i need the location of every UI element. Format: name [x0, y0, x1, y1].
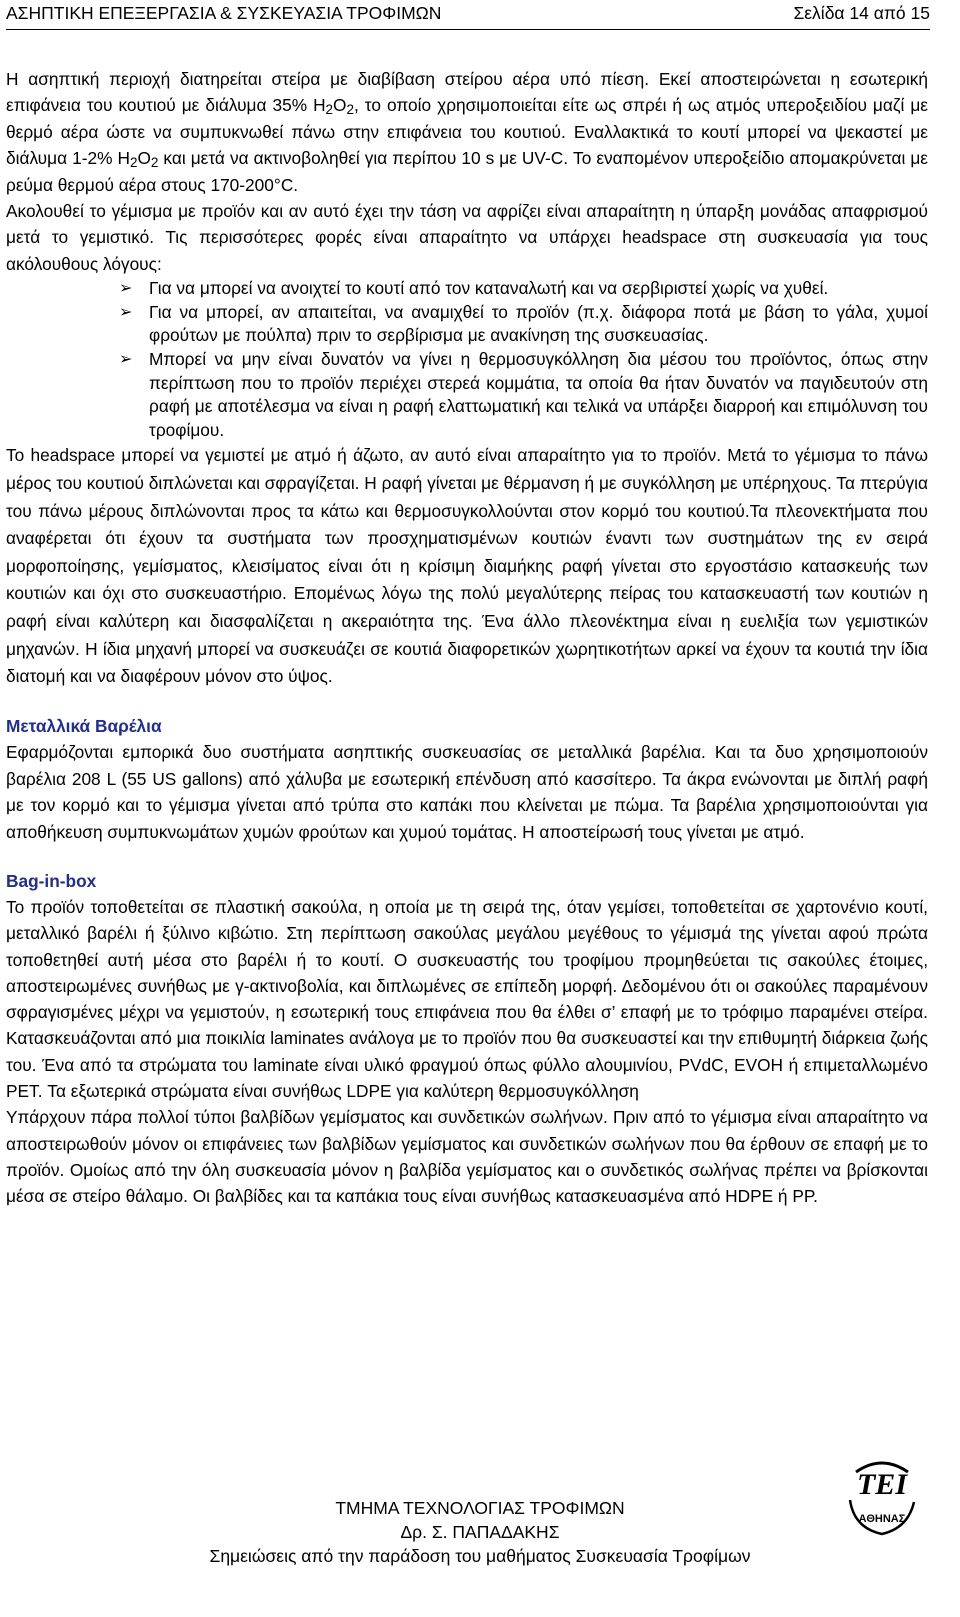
header-divider — [6, 29, 930, 30]
logo-city: ΑΘΗΝΑΣ — [858, 1513, 906, 1525]
footer-department: ΤΜΗΜΑ ΤΕΧΝΟΛΟΓΙΑΣ ΤΡΟΦΙΜΩΝ — [335, 1498, 625, 1518]
arrow-bullet-icon: ➢ — [119, 351, 133, 369]
paragraph-valves: Υπάρχουν πάρα πολλοί τύποι βαλβίδων γεμίσματος και συνδετικών σωλήνων. Πριν από το γέμισμα είναι απαραίτητο να αποστειρωθούν μόνον οι επιφάνειες των βαλβίδων γεμίσματος και συνδετικών σωλήνων που θα έρθουν σε επαφή με το προϊόν. Ομοίως από την όλη συσκευασία μόνον η βαλβίδα γεμίσματος και ο συνδετικός σωλήνας πρέπει να βρίσκονται μέσα σε στείρο θάλαμο. Οι βαλβίδες και τα καπάκια τους είναι συνήθως κατασκευασμένα από HDPE ή PP. — [6, 1107, 928, 1207]
section-heading-bag-in-box: Bag-in-box — [6, 870, 97, 891]
logo-letters: ΤΕΙ — [856, 1468, 908, 1501]
tei-logo — [842, 1450, 922, 1540]
paragraph-metal-barrels: Εφαρμόζονται εμπορικά δυο συστήματα ασηπτικής συσκευασίας σε μεταλλικά βαρέλια. Και τα δυο χρησιμοποιούν βαρέλια 208 L (55 US gallons) από χάλυβα με εσωτερική επένδυση από κασσίτερο. Τα άκρα ενώνονται με διπλή ραφή με τον κορμό και το γέμισμα γίνεται από τρύπα στο καπάκι που κλείνεται με πώμα. Τα βαρέλια χρησιμοποιούνται για αποθήκευση συμπυκνωμάτων χυμών φρούτων και χυμού τομάτας. Η αποστείρωσή τους γίνεται με ατμό. — [6, 742, 928, 842]
list-item: ➢ Μπορεί να μην είναι δυνατόν να γίνει η θερμοσυγκόλληση δια μέσου του προϊόντος, όπως στην περίπτωση που το προϊόν περιέχει στερεά κομμάτια, τα οποία θα ήταν δυνατόν να παγιδευτούν στη ραφή με αποτέλεσμα να είναι η ραφή ελαττωματική και τελικά να υπάρξει διαρροή και επιμόλυνση του τροφίμου. — [119, 349, 928, 440]
footer-author: Δρ. Σ. ΠΑΠΑΔΑΚΗΣ — [400, 1522, 560, 1542]
paragraph-bag-in-box: Το προϊόν τοποθετείται σε πλαστική σακούλα, η οποία με τη σειρά της, όταν γεμίσει, τοποθετείται σε χαρτονένιο κουτί, μεταλλικό βαρέλι ή ξύλινο κιβώτιο. Στη περίπτωση σακούλας μεγάλου μεγέθους το γέμισμά της γίνεται αφού πρώτα τοποθετηθεί αυτή μέσα στο βαρέλι ή το κουτί. Ο συσκευαστής του τροφίμου προμηθεύεται τις σακούλες έτοιμες, αποστειρωμένες συνήθως με γ-ακτινοβολία, και διπλωμένες σε επίπεδη μορφή. Δεδομένου ότι οι σακούλες παραμένουν σφραγισμένες μέχρι να γεμιστούν, η εσωτερική τους επιφάνεια που θα έλθει σ’ επαφή με το τρόφιμο παραμένει στείρα. Κατασκευάζονται από μια ποικιλία laminates ανάλογα με το προϊόν που θα συσκευαστεί και την επιθυμητή διάρκεια ζωής του. Ένα από τα στρώματα του laminate είναι υλικό φραγμού όπως φύλλο αλουμινίου, PVdC, EVOH ή επιμεταλλωμένο PET. Τα εξωτερικά στρώματα είναι συνήθως LDPE για καλύτερη θερμοσυγκόλληση — [6, 896, 928, 1102]
page-footer — [0, 1496, 960, 1568]
document-body — [6, 66, 928, 1210]
paragraph-filling: Ακολουθεί το γέμισμα με προϊόν και αν αυτό έχει την τάση να αφρίζει είναι απαραίτητη η ύπαρξη μονάδας απαφρισμού μετά το γεμιστικό. Τις περισσότερες φορές είναι απαραίτητο να υπάρχει headspace στη συσκευασία για τους ακόλουθους λόγους: — [6, 201, 928, 274]
header-title: ΑΣΗΠΤΙΚΗ ΕΠΕΞΕΡΓΑΣΙΑ & ΣΥΣΚΕΥΑΣΙΑ ΤΡΟΦΙΜΩΝ — [6, 3, 442, 23]
arrow-bullet-icon: ➢ — [119, 303, 133, 321]
arrow-bullet-icon: ➢ — [119, 280, 133, 298]
paragraph-sterilization: Η ασηπτική περιοχή διατηρείται στείρα με διαβίβαση στείρου αέρα υπό πίεση. Εκεί αποστειρώνεται η εσωτερική επιφάνεια του κουτιού με διάλυμα 35% $H_2O_2$, το οποίο χρησιμοποιείται είτε ως σπρέι ή ως ατμός υπεροξειδίου μαζί με θερμό αέρα ώστε να συμπυκνωθεί πάνω στην επιφάνεια του κουτιού. Εναλλακτικά το κουτί μπορεί να ψεκαστεί με διάλυμα 1-2% $H_2O_2$ και μετά να ακτινοβοληθεί για περίπου 10 s με UV-C. Το εναπομένον υπεροξείδιο απομακρύνεται με ρεύμα θερμού αέρα στους 170-200°C. — [6, 69, 928, 195]
paragraph-headspace: Το headspace μπορεί να γεμιστεί με ατμό ή άζωτο, αν αυτό είναι απαραίτητο για το προϊόν. Μετά το γέμισμα το πάνω μέρος του κουτιού διπλώνεται και σφραγίζεται. Η ραφή γίνεται με θέρμανση ή με συγκόλληση με υπέρηχους. Τα πτερύγια του πάνω μέρους διπλώνονται προς τα κάτω και θερμοσυγκολλούνται στον κορμό του κουτιού.Τα πλεονεκτήματα που αναφέρεται ότι έχουν τα συστήματα των προσχηματισμένων κουτιών έναντι των συστημάτων της εν σειρά μορφοποίησης, γεμίσματος, κλεισίματος είναι ότι η κρίσιμη διαμήκης ραφή γίνεται στο εργοστάσιο κατασκευής των κουτιών και όχι στο συσκευαστήριο. Επομένως λόγω της πολύ μεγαλύτερης πείρας του κατασκευαστή των κουτιών η ραφή είναι καλύτερη και διασφαλίζεται η ακεραιότητα της. Ένα άλλο πλεονέκτημα είναι η ευελιξία των γεμιστικών μηχανών. Η ίδια μηχανή μπορεί να συσκευάζει σε κουτιά διαφορετικών χωρητικοτήτων αρκεί να έχουν τα κουτιά την ίδια διατομή και να διαφέρουν μόνον στο ύψος. — [6, 445, 928, 687]
page-header — [6, 2, 930, 28]
headspace-reasons-list — [6, 277, 928, 442]
section-heading-metal-barrels: Μεταλλικά Βαρέλια — [6, 715, 162, 736]
footer-course-note: Σημειώσεις από την παράδοση του μαθήματος Συσκευασία Τροφίμων — [209, 1546, 751, 1566]
page-number: Σελίδα 14 από 15 — [793, 3, 930, 23]
list-item: ➢ Για να μπορεί να ανοιχτεί το κουτί από τον καταναλωτή και να σερβιριστεί χωρίς να χυθεί. — [6, 277, 928, 301]
list-item: ➢ Για να μπορεί, αν απαιτείται, να αναμιχθεί το προϊόν (π.χ. διάφορα ποτά με βάση το γάλα, χυμοί φρούτων με πούλπα) πριν το σερβίρισμα με ανακίνηση της συσκευασίας. — [119, 301, 928, 346]
